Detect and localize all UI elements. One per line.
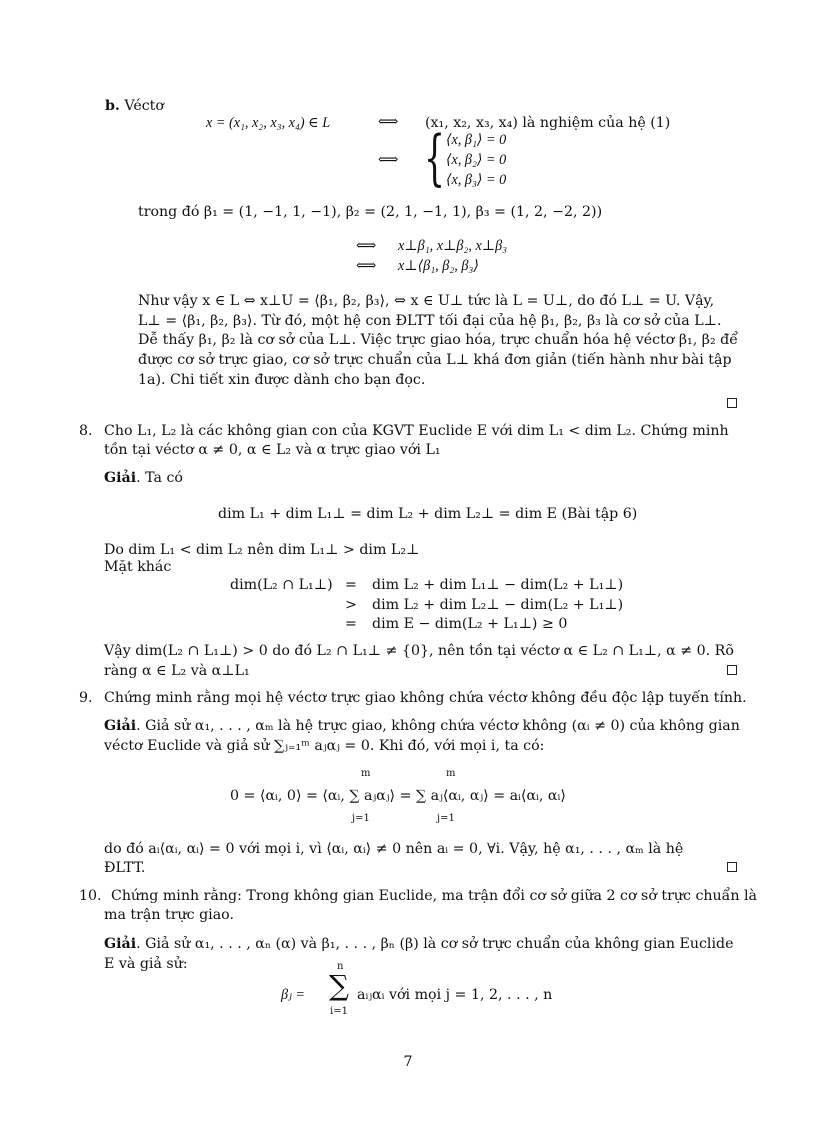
sum-upper-limit: n <box>337 961 344 972</box>
ineq-rhs-3: dim E − dim(L₂ + L₁⊥) ≥ 0 <box>372 616 568 632</box>
iff-symbol-4: ⟺ <box>356 258 377 274</box>
solution-label: Giải <box>104 936 137 952</box>
since-line: Do dim L₁ < dim L₂ nên dim L₁⊥ > dim L₂⊥ <box>104 542 420 558</box>
part-intro: Véctơ <box>124 98 164 114</box>
perp-line-2: x⊥⟨β₁, β₂, β₃⟩ <box>398 258 479 274</box>
moreover-line: Mặt khác <box>104 559 172 575</box>
part-label: b. <box>105 98 120 114</box>
equation-lhs: x = (x₁, x₂, x₃, x₄) ∈ L <box>206 115 331 131</box>
paragraph-line-5: 1a). Chi tiết xin được dành cho bạn đọc. <box>138 372 426 388</box>
perp-line-1: x⊥β₁, x⊥β₂, x⊥β₃ <box>398 238 508 254</box>
solution-label: Giải <box>104 718 137 734</box>
conclusion-line-1: do đó aᵢ⟨αᵢ, αᵢ⟩ = 0 với mọi i, vì ⟨αᵢ, αᵢ⟩ ≠ 0 nên aᵢ = 0, ∀i. Vậy, hệ α₁, . . . , αₘ là hệ <box>104 841 684 857</box>
sum-upper-limit: m <box>446 768 456 779</box>
paragraph-line-1: Như vậy x ∈ L ⇔ x⊥U = ⟨β₁, β₂, β₃⟩, ⇔ x ∈ U⊥ tức là L = U⊥, do đó L⊥ = U. Vậy, <box>138 293 715 309</box>
solution-line-1 <box>104 716 740 737</box>
problem-statement-line-2: ma trận trực giao. <box>104 907 234 923</box>
problem-number: 8. <box>79 423 93 439</box>
solution-intro-text: . Ta có <box>136 470 183 486</box>
qed-square <box>727 862 737 872</box>
conclusion-line-2: ràng α ∈ L₂ và α⊥L₁ <box>104 663 250 679</box>
iff-symbol-3: ⟺ <box>356 238 377 254</box>
paragraph-line-2: L⊥ = ⟨β₁, β₂, β₃⟩. Từ đó, một hệ con ĐLTT tối đại của hệ β₁, β₂, β₃ là cơ sở của L⊥. <box>138 313 722 329</box>
qed-square <box>727 665 737 675</box>
system-line-1: ⟨x, β₁⟩ = 0 <box>446 132 507 148</box>
system-line-2: ⟨x, β₂⟩ = 0 <box>446 152 507 168</box>
ineq-rhs-2: dim L₂ + dim L₂⊥ − dim(L₂ + L₁⊥) <box>372 597 624 613</box>
ineq-rhs-1: dim L₂ + dim L₁⊥ − dim(L₂ + L₁⊥) <box>372 577 624 593</box>
solution-label: Giải <box>104 470 137 486</box>
sum-upper-limit: m <box>361 768 371 779</box>
summation-sign: ∑ <box>329 969 349 1002</box>
solution-intro <box>104 468 183 489</box>
paragraph-line-4: được cơ sở trực giao, cơ sở trực chuẩn của L⊥ khá đơn giản (tiến hành như bài tập <box>138 352 732 368</box>
iff-symbol-2: ⟺ <box>378 152 399 168</box>
problem-statement: Chứng minh rằng mọi hệ véctơ trực giao không chứa véctơ không đều độc lập tuyến tính. <box>104 690 747 706</box>
page-number: 7 <box>403 1054 413 1070</box>
basis-equation-rhs: aᵢⱼαᵢ với mọi j = 1, 2, . . . , n <box>357 987 553 1003</box>
iff-symbol: ⟺ <box>378 114 399 130</box>
sum-lower-limit: j=1 <box>352 813 370 824</box>
solution-line-2: E và giả sử: <box>104 956 188 972</box>
conclusion-line-1: Vậy dim(L₂ ∩ L₁⊥) > 0 do đó L₂ ∩ L₁⊥ ≠ {0}, nên tồn tại véctơ α ∈ L₂ ∩ L₁⊥, α ≠ 0. Rõ <box>104 643 734 659</box>
problem-statement-line-1: Cho L₁, L₂ là các không gian con của KGVT Euclide E với dim L₁ < dim L₂. Chứng minh <box>104 423 729 439</box>
ineq-op-2: > <box>345 597 357 613</box>
basis-equation-lhs: βⱼ = <box>281 987 305 1003</box>
where-line: trong đó β₁ = (1, −1, 1, −1), β₂ = (2, 1, −1, 1), β₃ = (1, 2, −2, 2)) <box>138 204 603 220</box>
sum-lower-limit: j=1 <box>437 813 455 824</box>
problem-statement-line-2: tồn tại véctơ α ≠ 0, α ∈ L₂ và α trực giao với L₁ <box>104 442 441 458</box>
problem-number: 10. <box>79 888 102 904</box>
solution-line-1 <box>104 934 734 955</box>
ineq-lhs: dim(L₂ ∩ L₁⊥) <box>230 577 333 593</box>
system-line-3: ⟨x, β₃⟩ = 0 <box>446 172 507 188</box>
dimension-equation: dim L₁ + dim L₁⊥ = dim L₂ + dim L₂⊥ = dim E (Bài tập 6) <box>218 506 638 522</box>
conclusion-line-2: ĐLTT. <box>104 860 146 876</box>
orthogonality-equation: 0 = ⟨αᵢ, 0⟩ = ⟨αᵢ, ∑ aⱼαⱼ⟩ = ∑ aⱼ⟨αᵢ, αⱼ⟩ = aᵢ⟨αᵢ, αᵢ⟩ <box>230 788 566 804</box>
solution-text: . Giả sử α₁, . . . , αₘ là hệ trực giao, không chứa véctơ không (αᵢ ≠ 0) của không gian <box>136 718 740 734</box>
qed-square <box>727 398 737 408</box>
ineq-op-1: = <box>345 577 357 593</box>
solution-text: . Giả sử α₁, . . . , αₙ (α) và β₁, . . . , βₙ (β) là cơ sở trực chuẩn của không gian Euclide <box>136 936 734 952</box>
problem-statement-line-1: Chứng minh rằng: Trong không gian Euclide, ma trận đổi cơ sở giữa 2 cơ sở trực chuẩn là <box>111 888 758 904</box>
problem-number: 9. <box>79 690 93 706</box>
sum-lower-limit: i=1 <box>330 1006 348 1017</box>
equation-rhs: (x₁, x₂, x₃, x₄) là nghiệm của hệ (1) <box>425 115 671 131</box>
solution-line-2: véctơ Euclide và giả sử ∑ⱼ₌₁ᵐ aⱼαⱼ = 0. Khi đó, với mọi i, ta có: <box>104 738 545 754</box>
left-brace: { <box>424 123 446 193</box>
part-b-label-line <box>105 96 164 117</box>
paragraph-line-3: Dễ thấy β₁, β₂ là cơ sở của L⊥. Việc trực giao hóa, trực chuẩn hóa hệ véctơ β₁, β₂ để <box>138 332 738 348</box>
ineq-op-3: = <box>345 616 357 632</box>
